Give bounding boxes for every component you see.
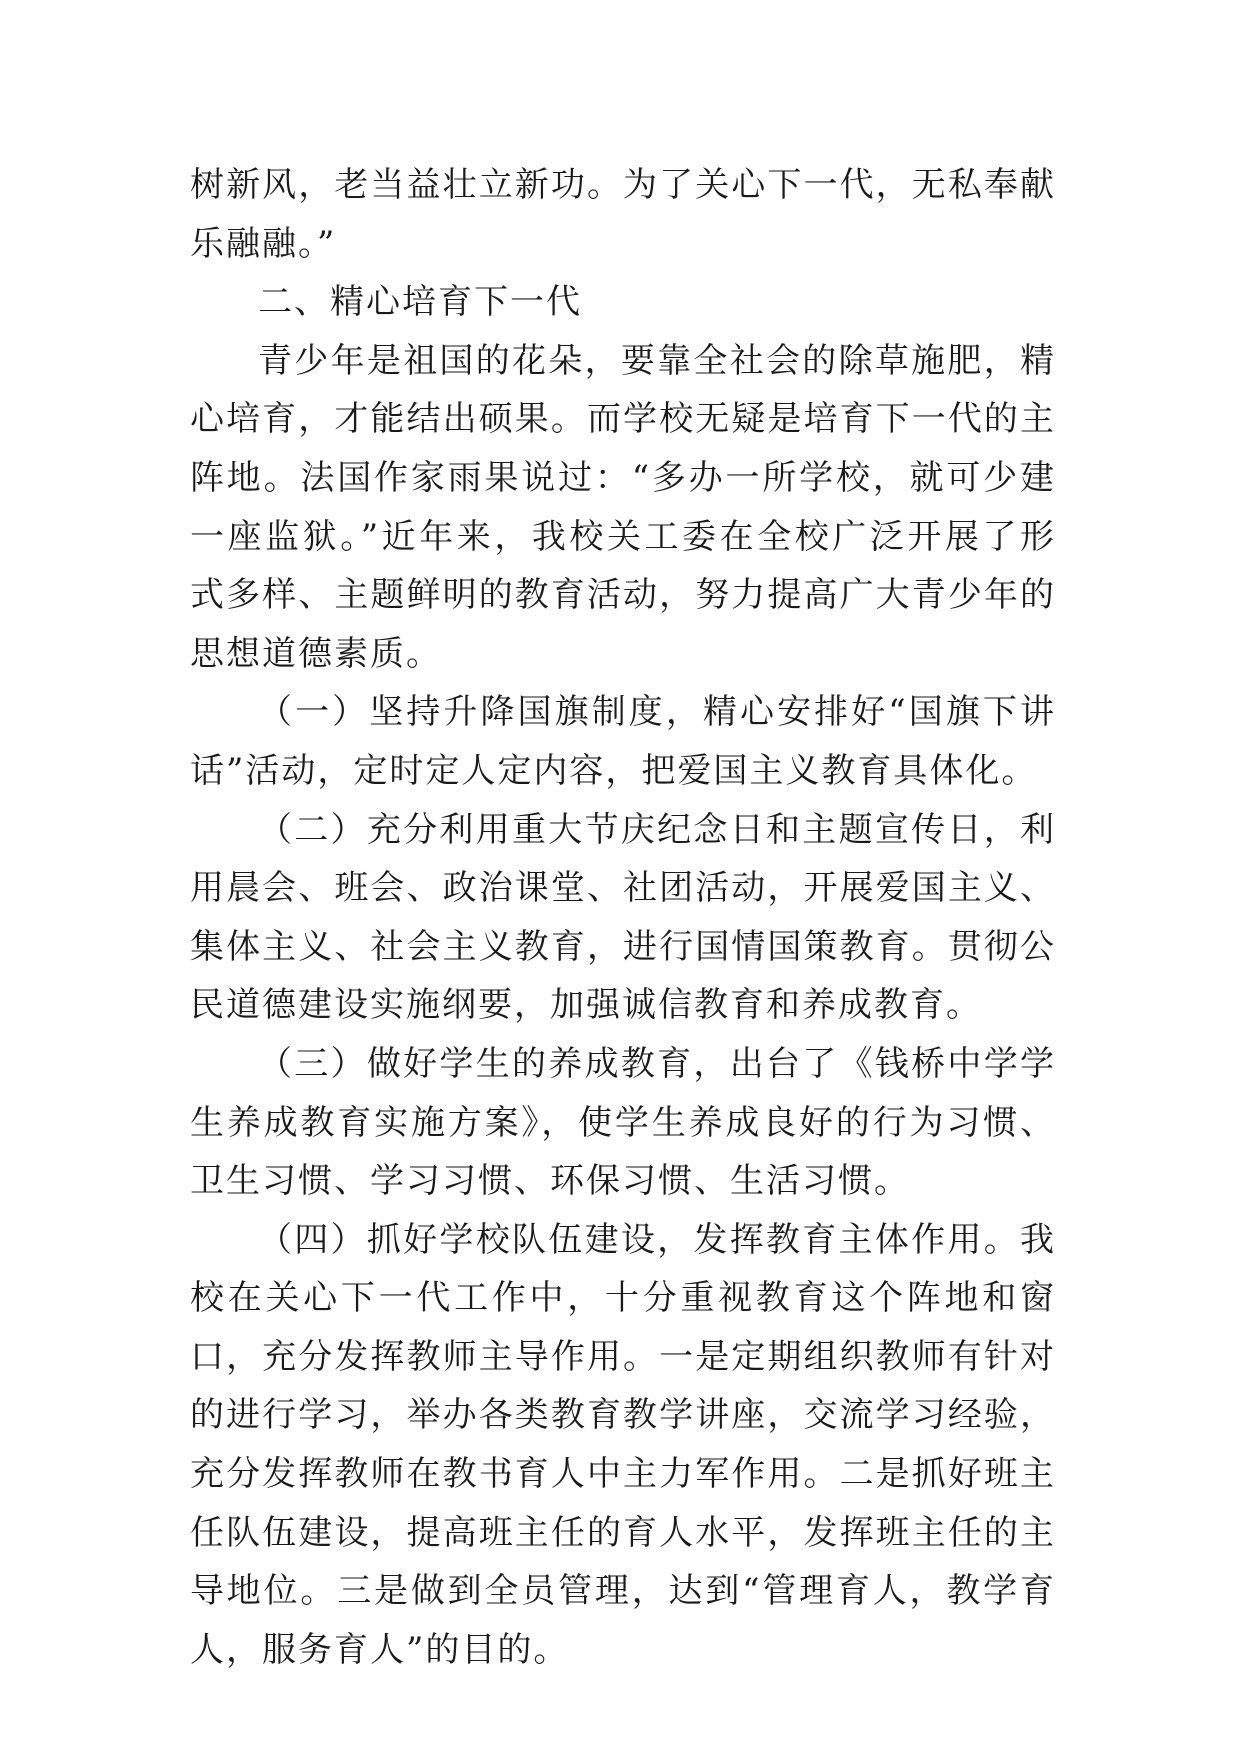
paragraph-continuation: 树新风，老当益壮立新功。为了关心下一代，无私奉献乐融融。” [190, 165, 1056, 264]
document-body [190, 156, 1056, 1679]
paragraph-item-4: （四）抓好学校队伍建设，发挥教育主体作用。我校在关心下一代工作中，十分重视教育这个阵地和窗口，充分发挥教师主导作用。一是定期组织教师有针对的进行学习，举办各类教育教学讲座，交流学习经验，充分发挥教师在教书育人中主力军作用。二是抓好班主任队伍建设，提高班主任的育人水平，发挥班主任的主导地位。三是做到全员管理，达到“管理育人，教学育人，服务育人”的目的。 [190, 1219, 1056, 1670]
paragraph-intro: 青少年是祖国的花朵，要靠全社会的除草施肥，精心培育，才能结出硕果。而学校无疑是培育下一代的主阵地。法国作家雨果说过：“多办一所学校，就可少建一座监狱。”近年来，我校关工委在全校广泛开展了形式多样、主题鲜明的教育活动，努力提高广大青少年的思想道德素质。 [190, 340, 1056, 674]
paragraph-item-3: （三）做好学生的养成教育，出台了《钱桥中学学生养成教育实施方案》，使学生养成良好的行为习惯、卫生习惯、学习习惯、环保习惯、生活习惯。 [190, 1043, 1056, 1202]
paragraph-item-2: （二）充分利用重大节庆纪念日和主题宣传日，利用晨会、班会、政治课堂、社团活动，开展爱国主义、集体主义、社会主义教育，进行国情国策教育。贯彻公民道德建设实施纲要，加强诚信教育和养成教育。 [190, 809, 1056, 1026]
paragraph-item-1: （一）坚持升降国旗制度，精心安排好“国旗下讲话”活动，定时定人定内容，把爱国主义教育具体化。 [190, 692, 1056, 791]
section-heading: 二、精心培育下一代 [258, 282, 582, 323]
